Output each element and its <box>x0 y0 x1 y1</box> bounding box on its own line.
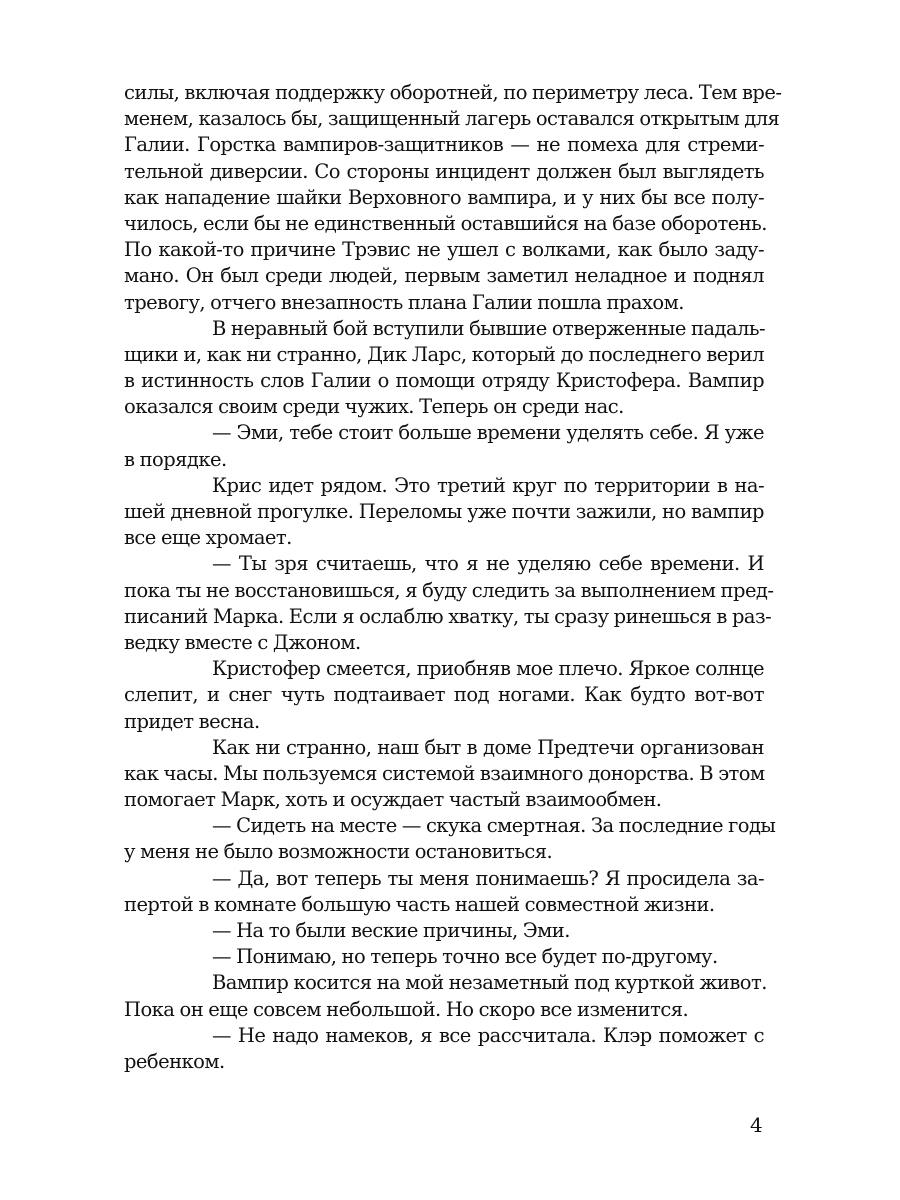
text-line: Как ни странно, наш быт в доме Предтечи организован <box>212 735 764 759</box>
text-line: — Сидеть на месте — скука смертная. За последние годы <box>212 814 776 838</box>
text-line: — Не надо намеков, я все рассчитала. Клэр поможет с <box>212 1023 764 1047</box>
paragraph <box>124 656 764 735</box>
text-line: Крис идет рядом. Это третий круг по территории в на- <box>212 473 764 497</box>
text-line: — На то были веские причины, Эми. <box>212 919 570 942</box>
text-line: ребенком. <box>124 1049 225 1073</box>
text-line: слепит, и снег чуть подтаивает под ногами. Как будто вот-вот <box>124 683 764 707</box>
text-line: тельной диверсии. Со стороны инцидент должен был выглядеть <box>124 159 764 183</box>
text-line: По какой-то причине Трэвис не ушел с волками, как было заду- <box>124 238 764 262</box>
text-line: писаний Марка. Если я ослаблю хватку, ты сразу ринешься в раз- <box>124 604 772 628</box>
text-line: силы, включая поддержку оборотней, по периметру леса. Тем вре- <box>124 81 782 104</box>
text-line: оказался своим среди чужих. Теперь он среди нас. <box>124 395 624 419</box>
text-line: пертой в комнате большую часть нашей совместной жизни. <box>124 892 715 916</box>
text-line: В неравный бой вступили бывшие отверженные падаль- <box>212 316 765 340</box>
paragraph <box>124 316 764 421</box>
paragraph <box>124 866 764 918</box>
text-line: в истинность слов Галии о помощи отряду Кристофера. Вампир <box>124 369 764 393</box>
paragraph <box>124 551 774 656</box>
page-body <box>124 80 782 1075</box>
text-line: Кристофер смеется, приобняв мое плечо. Яркое солнце <box>212 657 764 681</box>
text-line: — Эми, тебе стоит больше времени уделять себе. Я уже <box>212 421 764 445</box>
text-line: пока ты не восстановишься, я буду следить за выполнением пред- <box>124 578 774 602</box>
text-line: у меня не было возможности остановиться. <box>124 840 553 864</box>
text-line: щики и, как ни странно, Дик Ларс, который до последнего верил <box>124 342 764 366</box>
paragraph <box>124 80 782 316</box>
text-line: — Да, вот теперь ты меня понимаешь? Я просидела за- <box>212 866 764 890</box>
paragraph <box>124 735 764 814</box>
text-line: менем, казалось бы, защищенный лагерь оставался открытым для <box>124 107 780 131</box>
text-line: как часы. Мы пользуемся системой взаимного донорства. В этом <box>124 761 765 785</box>
text-line: как нападение шайки Верховного вампира, и у них бы все полу- <box>124 185 764 209</box>
text-line: чилось, если бы не единственный оставшийся на базе оборотень. <box>124 211 767 235</box>
text-line: ведку вместе с Джоном. <box>124 630 361 654</box>
paragraph <box>124 944 764 970</box>
paragraph <box>124 473 764 552</box>
paragraph <box>124 970 767 1022</box>
paragraph <box>124 813 776 865</box>
text-line: Галии. Горстка вампиров-защитников — не помеха для стреми- <box>124 133 764 157</box>
paragraph <box>124 918 764 944</box>
text-line: придет весна. <box>124 709 260 733</box>
text-line: — Ты зря считаешь, что я не уделяю себе времени. И <box>212 552 764 576</box>
text-line: мано. Он был среди людей, первым заметил неладное и поднял <box>124 264 764 288</box>
paragraph <box>124 1023 764 1075</box>
text-line: все еще хромает. <box>124 526 292 550</box>
text-line: Пока он еще совсем небольшой. Но скоро все изменится. <box>124 997 689 1021</box>
text-line: тревогу, отчего внезапность плана Галии пошла прахом. <box>124 290 684 314</box>
text-line: в порядке. <box>124 447 227 471</box>
text-line: шей дневной прогулке. Переломы уже почти зажили, но вампир <box>124 500 764 523</box>
paragraph <box>124 420 764 472</box>
page-number: 4 <box>750 1113 763 1137</box>
text-line: помогает Марк, хоть и осуждает частый взаимообмен. <box>124 788 662 812</box>
text-line: — Понимаю, но теперь точно все будет по-другому. <box>212 945 718 969</box>
text-line: Вампир косится на мой незаметный под курткой живот. <box>212 971 767 995</box>
